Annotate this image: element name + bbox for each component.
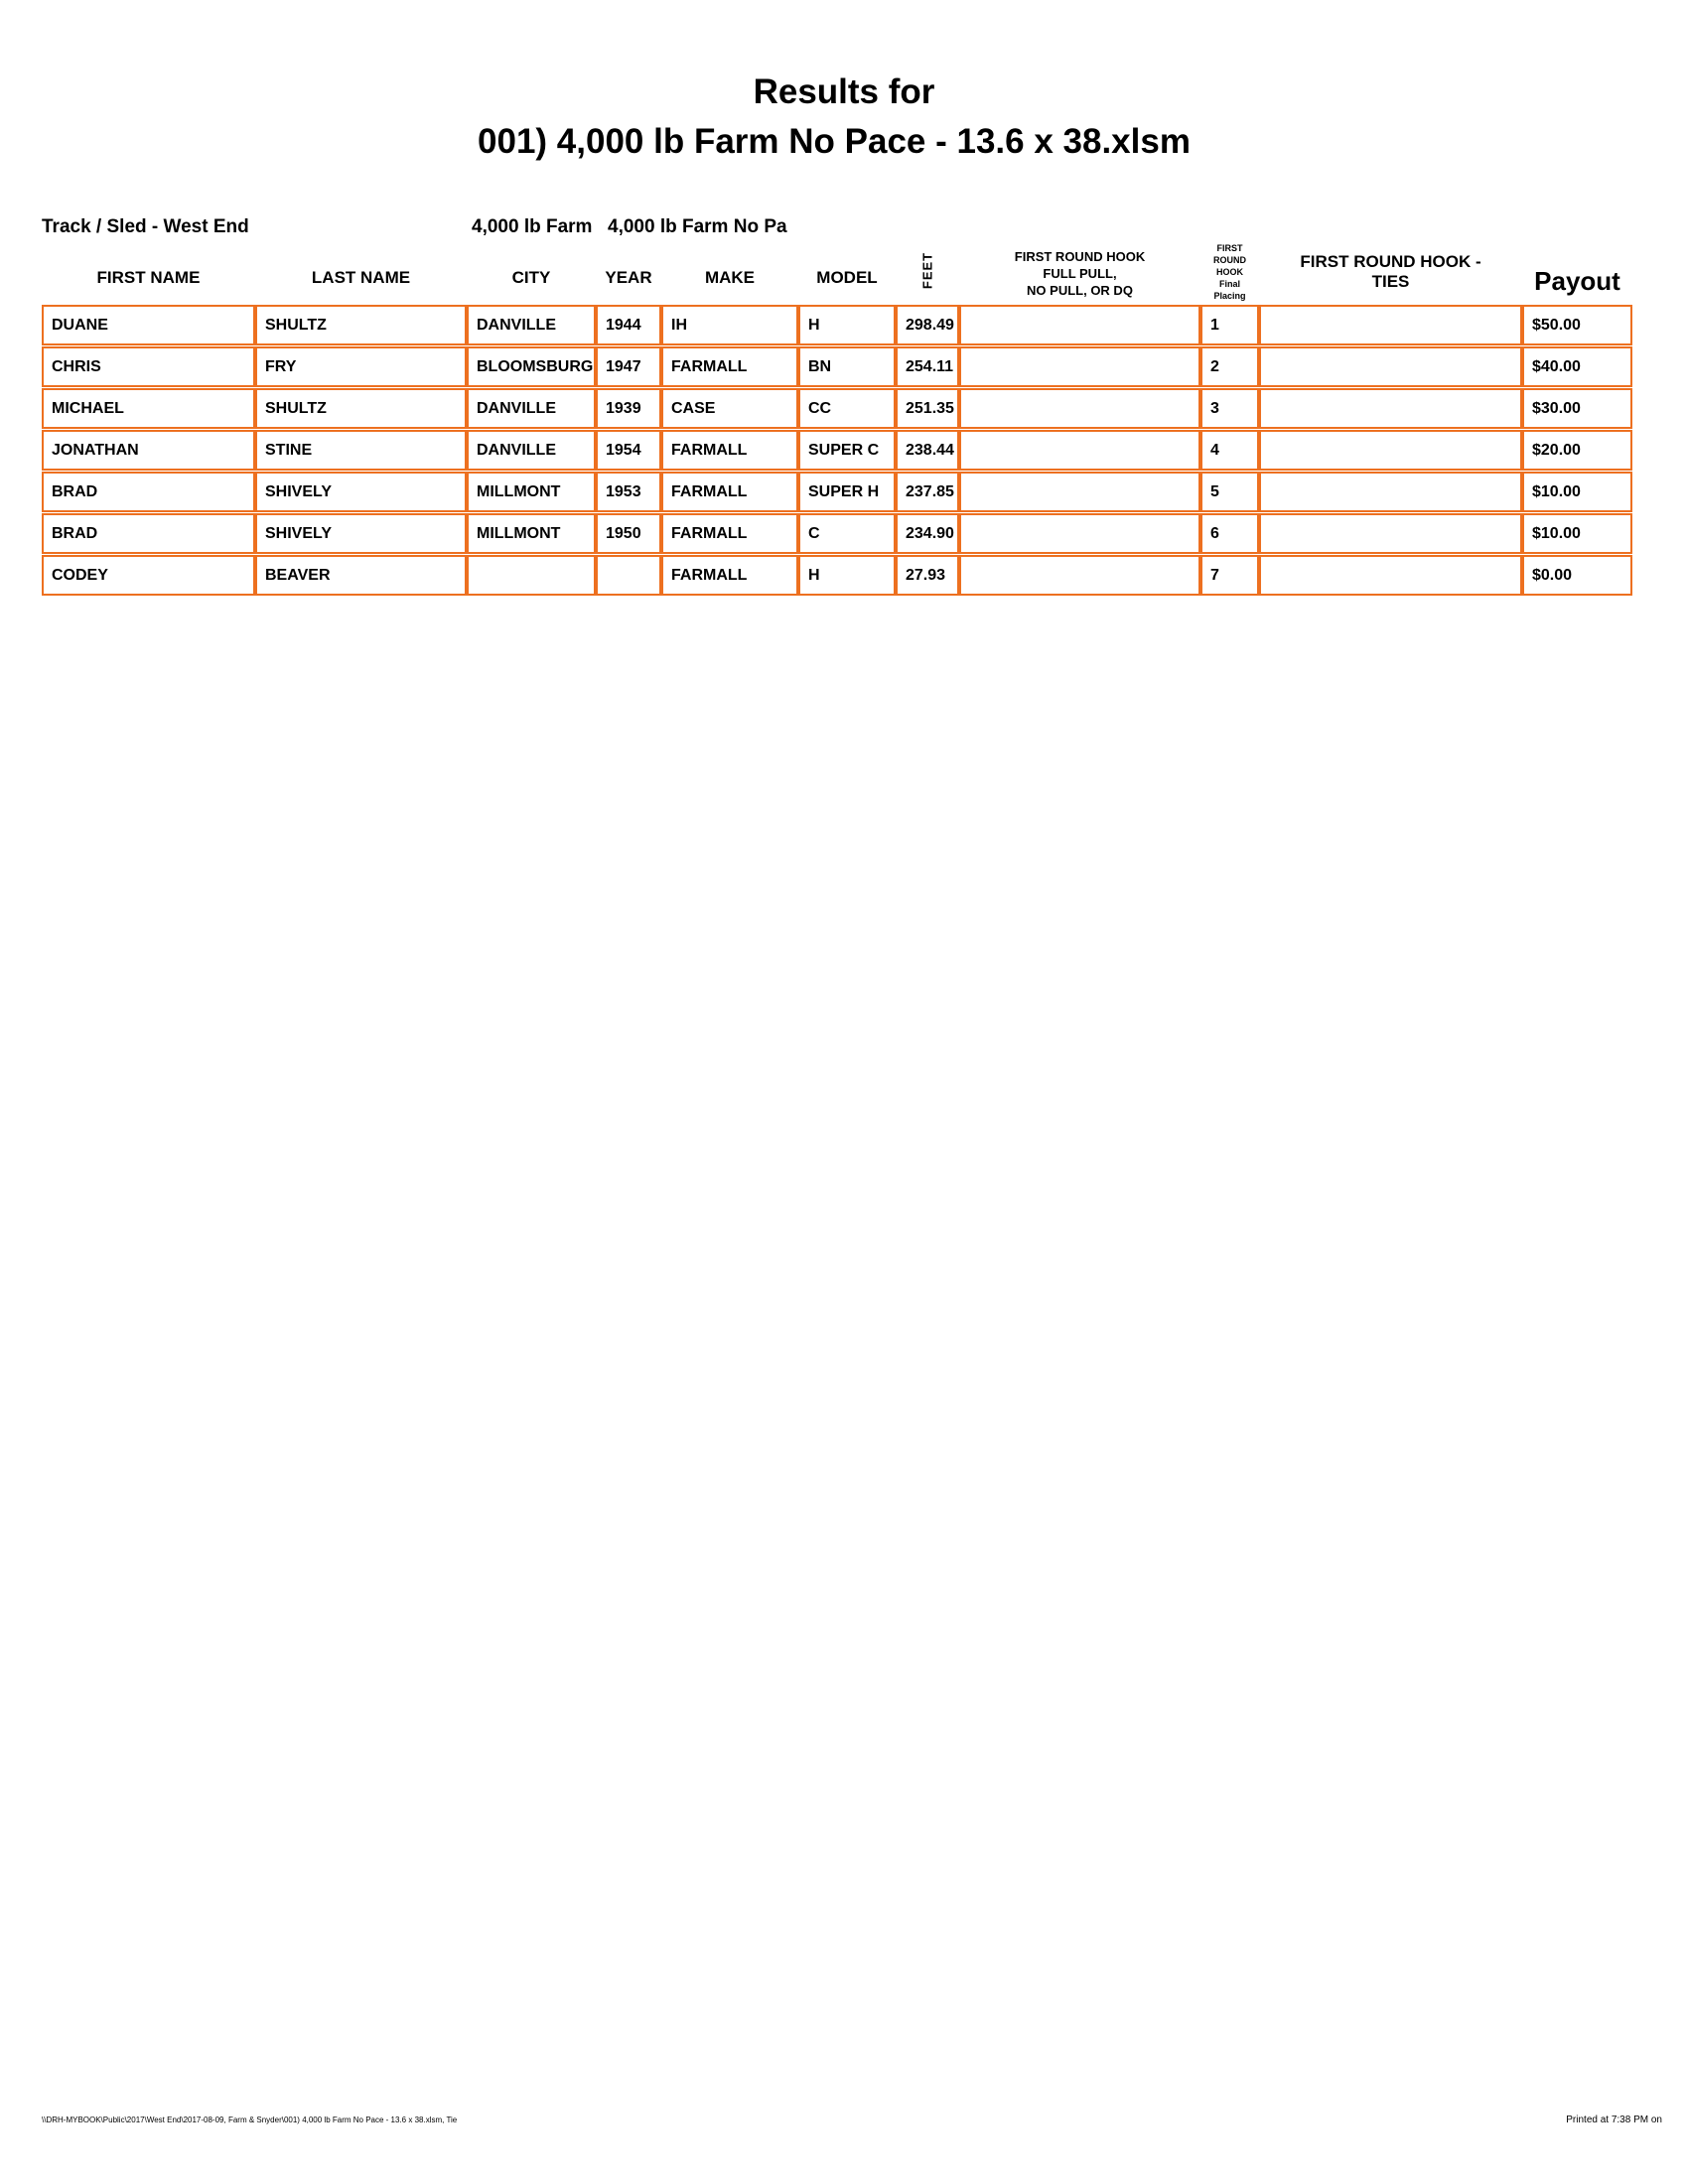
class-name-truncated-label: 4,000 lb Farm No Pa <box>608 216 787 237</box>
footer-file-path: \\DRH-MYBOOK\Public\2017\West End\2017-08-09, Farm & Snyder\001) 4,000 lb Farm No Pace - 13.6 x 38.xlsm, Tie <box>42 2116 458 2124</box>
column-header-first-round-hook-result: FIRST ROUND HOOK FULL PULL, NO PULL, OR DQ <box>1014 249 1146 298</box>
cell-payout: $20.00 <box>1522 430 1632 471</box>
table-row <box>42 305 1632 345</box>
table-row <box>42 346 1632 387</box>
results-table <box>42 304 1632 597</box>
cell-model: BN <box>798 346 896 387</box>
cell-full-pull <box>959 346 1200 387</box>
table-header-row <box>42 238 1632 304</box>
cell-year: 1947 <box>596 346 661 387</box>
cell-placing: 4 <box>1200 430 1259 471</box>
page-title: Results for <box>753 72 935 111</box>
table-row <box>42 388 1632 429</box>
cell-ties <box>1259 388 1522 429</box>
table-row <box>42 472 1632 512</box>
cell-city: DANVILLE <box>467 430 596 471</box>
cell-placing: 5 <box>1200 472 1259 512</box>
cell-model: H <box>798 305 896 345</box>
meta-row <box>0 216 1688 240</box>
cell-first-name: DUANE <box>42 305 255 345</box>
column-header-first-name: FIRST NAME <box>96 268 201 287</box>
column-header-final-placing: FIRST ROUND HOOK Final Placing <box>1213 243 1246 301</box>
column-header-ties: FIRST ROUND HOOK - TIES <box>1300 252 1481 291</box>
column-header-last-name: LAST NAME <box>311 268 411 287</box>
cell-year <box>596 555 661 596</box>
cell-first-name: BRAD <box>42 513 255 554</box>
results-table-section <box>42 238 1634 597</box>
cell-ties <box>1259 305 1522 345</box>
cell-model: C <box>798 513 896 554</box>
cell-first-name: CODEY <box>42 555 255 596</box>
cell-full-pull <box>959 513 1200 554</box>
column-header-make: MAKE <box>704 268 756 287</box>
cell-last-name: FRY <box>255 346 467 387</box>
footer-printed-timestamp: Printed at 7:38 PM on <box>1566 2115 1662 2125</box>
cell-feet: 251.35 <box>896 388 959 429</box>
cell-make: FARMALL <box>661 472 798 512</box>
cell-year: 1944 <box>596 305 661 345</box>
cell-year: 1950 <box>596 513 661 554</box>
cell-payout: $10.00 <box>1522 513 1632 554</box>
column-header-model: MODEL <box>816 268 878 287</box>
table-row <box>42 555 1632 596</box>
cell-city: MILLMONT <box>467 472 596 512</box>
track-sled-label: Track / Sled - West End <box>42 216 249 237</box>
cell-ties <box>1259 430 1522 471</box>
cell-make: CASE <box>661 388 798 429</box>
column-header-feet: FEET <box>919 251 935 290</box>
cell-last-name: SHULTZ <box>255 305 467 345</box>
cell-payout: $0.00 <box>1522 555 1632 596</box>
cell-make: IH <box>661 305 798 345</box>
cell-model: SUPER C <box>798 430 896 471</box>
cell-year: 1954 <box>596 430 661 471</box>
class-name-label: 4,000 lb Farm <box>472 216 593 237</box>
page-subtitle-filename: 001) 4,000 lb Farm No Pace - 13.6 x 38.xlsm <box>478 122 1191 161</box>
column-header-payout: Payout <box>1534 266 1620 296</box>
cell-full-pull <box>959 430 1200 471</box>
results-table-body <box>42 305 1632 596</box>
cell-city <box>467 555 596 596</box>
cell-make: FARMALL <box>661 513 798 554</box>
cell-ties <box>1259 555 1522 596</box>
cell-model: CC <box>798 388 896 429</box>
cell-ties <box>1259 472 1522 512</box>
cell-first-name: CHRIS <box>42 346 255 387</box>
cell-feet: 238.44 <box>896 430 959 471</box>
column-header-year: YEAR <box>605 268 652 287</box>
cell-feet: 298.49 <box>896 305 959 345</box>
cell-first-name: JONATHAN <box>42 430 255 471</box>
cell-year: 1939 <box>596 388 661 429</box>
cell-model: H <box>798 555 896 596</box>
table-row <box>42 430 1632 471</box>
cell-city: DANVILLE <box>467 305 596 345</box>
cell-payout: $30.00 <box>1522 388 1632 429</box>
cell-payout: $40.00 <box>1522 346 1632 387</box>
cell-city: BLOOMSBURG <box>467 346 596 387</box>
cell-placing: 3 <box>1200 388 1259 429</box>
cell-full-pull <box>959 388 1200 429</box>
cell-year: 1953 <box>596 472 661 512</box>
cell-make: FARMALL <box>661 430 798 471</box>
cell-last-name: SHIVELY <box>255 513 467 554</box>
cell-ties <box>1259 513 1522 554</box>
cell-make: FARMALL <box>661 346 798 387</box>
cell-city: DANVILLE <box>467 388 596 429</box>
cell-feet: 234.90 <box>896 513 959 554</box>
cell-last-name: STINE <box>255 430 467 471</box>
cell-last-name: SHIVELY <box>255 472 467 512</box>
cell-full-pull <box>959 305 1200 345</box>
cell-first-name: MICHAEL <box>42 388 255 429</box>
cell-placing: 1 <box>1200 305 1259 345</box>
table-row <box>42 513 1632 554</box>
cell-last-name: SHULTZ <box>255 388 467 429</box>
cell-placing: 7 <box>1200 555 1259 596</box>
cell-make: FARMALL <box>661 555 798 596</box>
cell-first-name: BRAD <box>42 472 255 512</box>
cell-city: MILLMONT <box>467 513 596 554</box>
cell-ties <box>1259 346 1522 387</box>
cell-placing: 6 <box>1200 513 1259 554</box>
cell-model: SUPER H <box>798 472 896 512</box>
cell-feet: 237.85 <box>896 472 959 512</box>
cell-payout: $10.00 <box>1522 472 1632 512</box>
cell-full-pull <box>959 555 1200 596</box>
cell-last-name: BEAVER <box>255 555 467 596</box>
column-header-city: CITY <box>511 268 551 287</box>
cell-full-pull <box>959 472 1200 512</box>
cell-feet: 254.11 <box>896 346 959 387</box>
cell-feet: 27.93 <box>896 555 959 596</box>
cell-payout: $50.00 <box>1522 305 1632 345</box>
cell-placing: 2 <box>1200 346 1259 387</box>
